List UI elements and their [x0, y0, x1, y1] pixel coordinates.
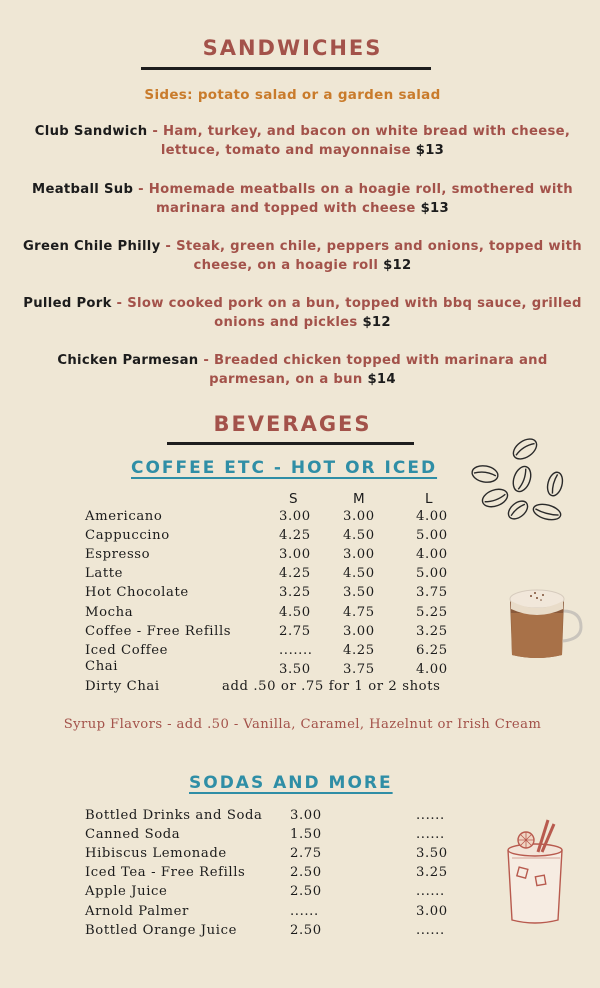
sandwiches-title: SANDWICHES	[202, 36, 383, 60]
price-medium: 4.75	[343, 605, 375, 620]
latte-mug-icon	[505, 583, 585, 663]
price-large: 3.75	[416, 585, 448, 600]
sandwich-description: Slow cooked pork on a bun, topped with bbq sauce, grilled onions and pickles	[127, 296, 582, 330]
price-regular: 1.50	[290, 827, 322, 842]
size-header-m: M	[353, 491, 365, 507]
coffee-item-name: Coffee - Free Refills	[85, 624, 232, 639]
sandwich-description: Ham, turkey, and bacon on white bread with cheese, lettuce, tomato and mayonnaise	[160, 124, 571, 158]
price-small: 2.75	[279, 624, 311, 639]
price-large: ......	[416, 884, 445, 899]
sandwich-item: Club Sandwich - Ham, turkey, and bacon on white bread with cheese, lettuce, tomato and mayonnaise $13	[34, 124, 571, 158]
beverages-title: BEVERAGES	[213, 412, 372, 436]
size-header-s: S	[289, 491, 298, 507]
soda-item-name: Canned Soda	[85, 827, 181, 842]
price-medium: 3.50	[343, 585, 375, 600]
price-medium: 3.00	[343, 509, 375, 524]
coffee-item-name: Americano	[85, 509, 163, 524]
price-small: 4.50	[279, 605, 311, 620]
soda-item-name: Arnold Palmer	[85, 904, 189, 919]
price-small: 3.00	[279, 547, 311, 562]
sandwich-name: Club Sandwich	[34, 124, 148, 139]
iced-drink-icon	[500, 818, 570, 928]
price-large: 4.00	[416, 509, 448, 524]
price-large: 5.00	[416, 528, 448, 543]
soda-item-name: Iced Tea - Free Refills	[85, 865, 246, 880]
sodas-section-title: SODAS AND MORE	[189, 773, 393, 793]
price-large: ......	[416, 808, 445, 823]
price-small: .......	[279, 643, 313, 658]
price-large: 5.00	[416, 566, 448, 581]
soda-item-name: Hibiscus Lemonade	[85, 846, 227, 861]
price-regular: 3.00	[290, 808, 322, 823]
sandwich-name: Green Chile Philly	[23, 239, 161, 254]
sandwich-item: Chicken Parmesan - Breaded chicken topped with marinara and parmesan, on a bun $14	[57, 353, 548, 387]
price-regular: 2.50	[290, 884, 322, 899]
coffee-beans-icon	[465, 432, 570, 532]
sandwich-name: Chicken Parmesan	[57, 353, 199, 368]
beverages-divider	[167, 442, 414, 445]
price-small: 4.25	[279, 566, 311, 581]
price-medium: 4.50	[343, 566, 375, 581]
sandwich-description: Breaded chicken topped with marinara and parmesan, on a bun	[209, 353, 548, 387]
price-large: 3.25	[416, 865, 448, 880]
price-large: ......	[416, 827, 445, 842]
coffee-item-name: Mocha	[85, 605, 134, 620]
coffee-item-name: Espresso	[85, 547, 151, 562]
price-small: 3.50	[279, 662, 311, 677]
sandwich-description: Steak, green chile, peppers and onions, topped with cheese, on a hoagie roll	[176, 239, 582, 273]
price-small: 3.00	[279, 509, 311, 524]
coffee-item-name: Dirty Chai	[85, 679, 160, 694]
coffee-item-name: Cappuccino	[85, 528, 170, 543]
price-large: 3.00	[416, 904, 448, 919]
coffee-item-name: Chai	[85, 659, 119, 674]
soda-item-name: Bottled Drinks and Soda	[85, 808, 263, 823]
soda-item-name: Apple Juice	[85, 884, 168, 899]
price-large: 4.00	[416, 547, 448, 562]
coffee-item-name: Iced Coffee	[85, 643, 169, 658]
price-large: 3.50	[416, 846, 448, 861]
sandwich-item: Green Chile Philly - Steak, green chile, peppers and onions, topped with cheese, on a hoagie roll $12	[23, 239, 582, 273]
price-regular: 2.50	[290, 865, 322, 880]
sandwich-name: Pulled Pork	[23, 296, 112, 311]
sandwich-price: $12	[383, 258, 412, 273]
coffee-item-name: Hot Chocolate	[85, 585, 189, 600]
price-medium: 3.00	[343, 624, 375, 639]
price-large: ......	[416, 923, 445, 938]
coffee-section-title: COFFEE ETC - HOT OR ICED	[131, 458, 438, 478]
price-large: 3.25	[416, 624, 448, 639]
sandwich-price: $13	[420, 201, 449, 216]
price-medium: 4.25	[343, 643, 375, 658]
syrup-flavors-note: Syrup Flavors - add .50 - Vanilla, Caramel, Hazelnut or Irish Cream	[63, 717, 542, 732]
sandwich-price: $12	[362, 315, 391, 330]
price-small: 4.25	[279, 528, 311, 543]
price-large: 6.25	[416, 643, 448, 658]
soda-item-name: Bottled Orange Juice	[85, 923, 237, 938]
price-large: 4.00	[416, 662, 448, 677]
price-regular: ......	[290, 904, 319, 919]
price-medium: 3.75	[343, 662, 375, 677]
price-regular: 2.75	[290, 846, 322, 861]
sandwiches-divider	[141, 67, 431, 70]
price-small: 3.25	[279, 585, 311, 600]
sandwich-name: Meatball Sub	[32, 182, 134, 197]
coffee-item-name: Latte	[85, 566, 124, 581]
sandwich-description: Homemade meatballs on a hoagie roll, smothered with marinara and topped with cheese	[148, 182, 573, 216]
sandwich-price: $14	[367, 372, 396, 387]
size-header-l: L	[425, 491, 433, 507]
price-regular: 2.50	[290, 923, 322, 938]
sandwich-price: $13	[415, 143, 445, 158]
dirty-chai-note: add .50 or .75 for 1 or 2 shots	[222, 679, 441, 694]
price-large: 5.25	[416, 605, 448, 620]
price-medium: 3.00	[343, 547, 375, 562]
sandwich-item: Pulled Pork - Slow cooked pork on a bun, topped with bbq sauce, grilled onions and pickles $12	[23, 296, 582, 330]
price-medium: 4.50	[343, 528, 375, 543]
sides-note: Sides: potato salad or a garden salad	[144, 87, 441, 103]
sandwich-item: Meatball Sub - Homemade meatballs on a hoagie roll, smothered with marinara and topped with cheese $13	[32, 182, 573, 216]
